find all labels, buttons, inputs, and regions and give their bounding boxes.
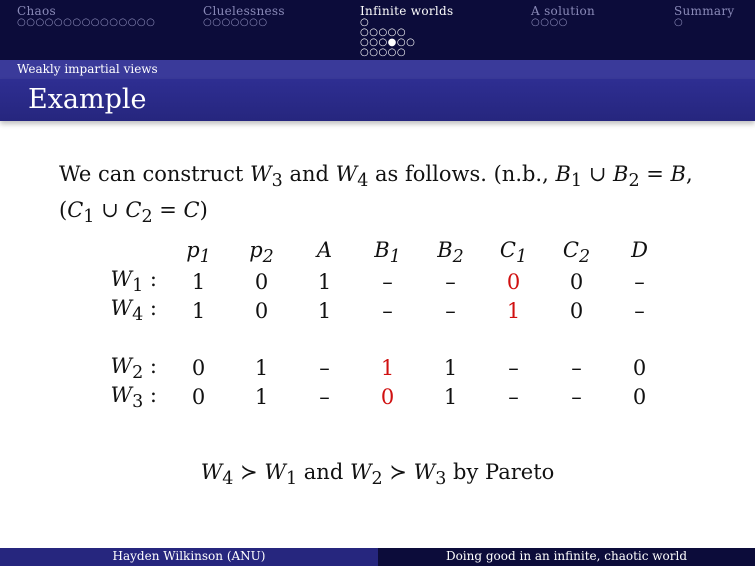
table-cell: 1 (317, 298, 332, 323)
table-cell: 0 (191, 356, 206, 381)
nav-dots-infinite-worlds-4[interactable]: ○○○○○ (360, 47, 407, 58)
footer-author-bar (0, 548, 378, 566)
subsection-title: Weakly impartial views (17, 62, 158, 76)
header-c1: $C_1$ (499, 238, 528, 268)
header-p2: $p_2$ (249, 238, 274, 268)
frame-title: Example (28, 84, 147, 115)
table-cell: – (508, 385, 519, 410)
table-cell: – (382, 298, 393, 323)
nav-section-infinite-worlds[interactable]: Infinite worlds (360, 4, 454, 18)
table-cell: 1 (506, 298, 521, 323)
row-label: $W_4$ : (110, 296, 157, 326)
table-cell: – (571, 356, 582, 381)
header-p1: $p_1$ (186, 238, 211, 268)
table-cell: – (445, 269, 456, 294)
table-cell: 1 (443, 385, 458, 410)
table-cell: – (319, 356, 330, 381)
nav-dots-chaos[interactable]: ○○○○○○○○○○○○○○○ (17, 17, 156, 28)
nav-section-chaos[interactable]: Chaos (17, 4, 56, 18)
table-header-row (95, 238, 671, 267)
table-row (95, 267, 671, 296)
nav-section-a-solution[interactable]: A solution (531, 4, 596, 18)
table-cell: – (319, 385, 330, 410)
table-cell: 1 (443, 356, 458, 381)
nav-dots-summary[interactable]: ○ (674, 17, 684, 28)
header-d: D (631, 238, 648, 262)
table-row (95, 354, 671, 383)
table-cell: 0 (569, 298, 584, 323)
table-cell: 1 (254, 385, 269, 410)
table-cell: 0 (191, 385, 206, 410)
table-cell: 1 (254, 356, 269, 381)
footer-talk-title: Doing good in an infinite, chaotic world (445, 549, 688, 563)
table-cell: 1 (380, 356, 395, 381)
table-cell: – (634, 269, 645, 294)
row-label: $W_2$ : (110, 353, 157, 383)
conclusion-text: $W_4$ ≻ $W_1$ and $W_2$ ≻ $W_3$ by Pareto (200, 460, 555, 490)
row-label: $W_1$ : (110, 267, 157, 297)
table-row (95, 383, 671, 412)
nav-section-cluelessness[interactable]: Cluelessness (203, 4, 285, 18)
table-cell: 1 (191, 269, 206, 294)
table-cell: 0 (254, 269, 269, 294)
header-a: A (316, 238, 333, 262)
subsection-bar (0, 60, 755, 79)
frame-title-bar (0, 79, 755, 121)
row-label: $W_3$ : (110, 382, 157, 412)
nav-section-summary[interactable]: Summary (674, 4, 735, 18)
table-cell: 0 (380, 385, 395, 410)
table-cell: – (382, 269, 393, 294)
nav-dots-infinite-worlds-2[interactable]: ○○○○○ (360, 27, 407, 38)
header-c2: $C_2$ (562, 238, 591, 268)
table-cell: 1 (317, 269, 332, 294)
section-navigation (0, 0, 755, 60)
table-cell: 0 (254, 298, 269, 323)
intro-text: We can construct $W_3$ and $W_4$ as follows. (n.b., $B_1$ ∪ $B_2 = B$, ($C_1$ ∪ $C_2 = C$) (59, 162, 693, 228)
worlds-table (95, 238, 671, 412)
footer-title-bar (378, 548, 755, 566)
table-cell: 0 (632, 356, 647, 381)
table-cell: – (571, 385, 582, 410)
table-cell: – (445, 298, 456, 323)
nav-dots-infinite-worlds-3[interactable]: ○○○●○○ (360, 37, 416, 48)
table-cell: – (634, 298, 645, 323)
nav-dots-a-solution[interactable]: ○○○○ (531, 17, 568, 28)
footer-author: Hayden Wilkinson (ANU) (112, 549, 266, 563)
nav-dots-infinite-worlds-1[interactable]: ○ (360, 17, 370, 28)
table-cell: 0 (506, 269, 521, 294)
table-cell: 1 (191, 298, 206, 323)
table-row (95, 296, 671, 325)
table-cell: 0 (632, 385, 647, 410)
table-cell: – (508, 356, 519, 381)
header-b2: $B_2$ (437, 238, 464, 268)
table-cell: 0 (569, 269, 584, 294)
nav-dots-cluelessness[interactable]: ○○○○○○○ (203, 17, 268, 28)
header-b1: $B_1$ (374, 238, 401, 268)
